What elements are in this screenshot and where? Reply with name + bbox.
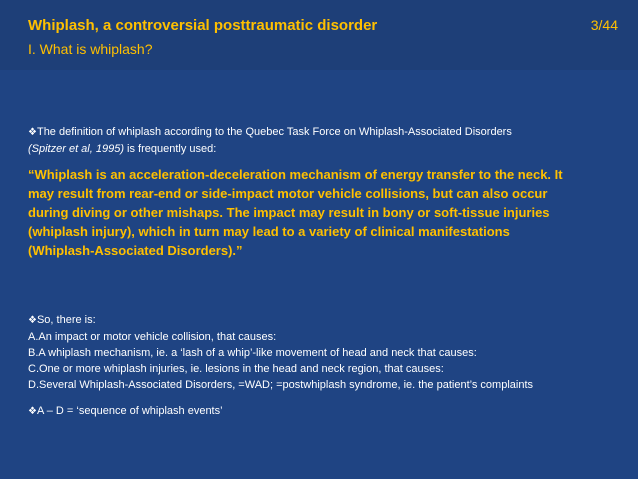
diamond-bullet-icon: ❖: [28, 406, 37, 417]
definition-paragraph: [28, 124, 512, 157]
page-number: 3/44: [590, 17, 618, 33]
diamond-bullet-icon: ❖: [28, 315, 37, 326]
quote-line: may result from rear-end or side-impact motor vehicle collisions, but can also occur: [28, 186, 548, 201]
citation: (Spitzer et al, 1995): [28, 143, 124, 155]
sequence-item-b: B.A whiplash mechanism, ie. a ‘lash of a whip’-like movement of head and neck that causes:: [28, 347, 477, 359]
header-bar: [0, 0, 638, 70]
summary-line: [28, 403, 223, 420]
whiplash-definition-quote: [28, 165, 628, 260]
diamond-bullet-icon: ❖: [28, 127, 37, 138]
quote-line: (Whiplash-Associated Disorders).”: [28, 243, 243, 258]
sequence-item-c: C.One or more whiplash injuries, ie. lesions in the head and neck region, that causes:: [28, 363, 444, 375]
definition-line-2: is frequently used:: [124, 143, 217, 155]
sequence-intro: ❖So, there is:: [28, 314, 96, 326]
sequence-item-a: A.An impact or motor vehicle collision, that causes:: [28, 331, 277, 343]
sequence-list: [28, 312, 533, 393]
sequence-item-d: D.Several Whiplash-Associated Disorders, =WAD; =postwhiplash syndrome, ie. the patient’s complaints: [28, 379, 534, 391]
slide-subtitle: I. What is whiplash?: [28, 41, 153, 57]
quote-line: (whiplash injury), which in turn may lead to a variety of clinical manifestations: [28, 224, 510, 239]
summary-text: A – D = ‘sequence of whiplash events’: [36, 405, 223, 417]
definition-line-1: The definition of whiplash according to the Quebec Task Force on Whiplash-Associated Disorders: [36, 126, 512, 138]
quote-line: “Whiplash is an acceleration-deceleration mechanism of energy transfer to the neck. It: [28, 167, 563, 182]
quote-line: during diving or other mishaps. The impact may result in bony or soft-tissue injuries: [28, 205, 550, 220]
slide-title: Whiplash, a controversial posttraumatic disorder: [28, 17, 378, 34]
